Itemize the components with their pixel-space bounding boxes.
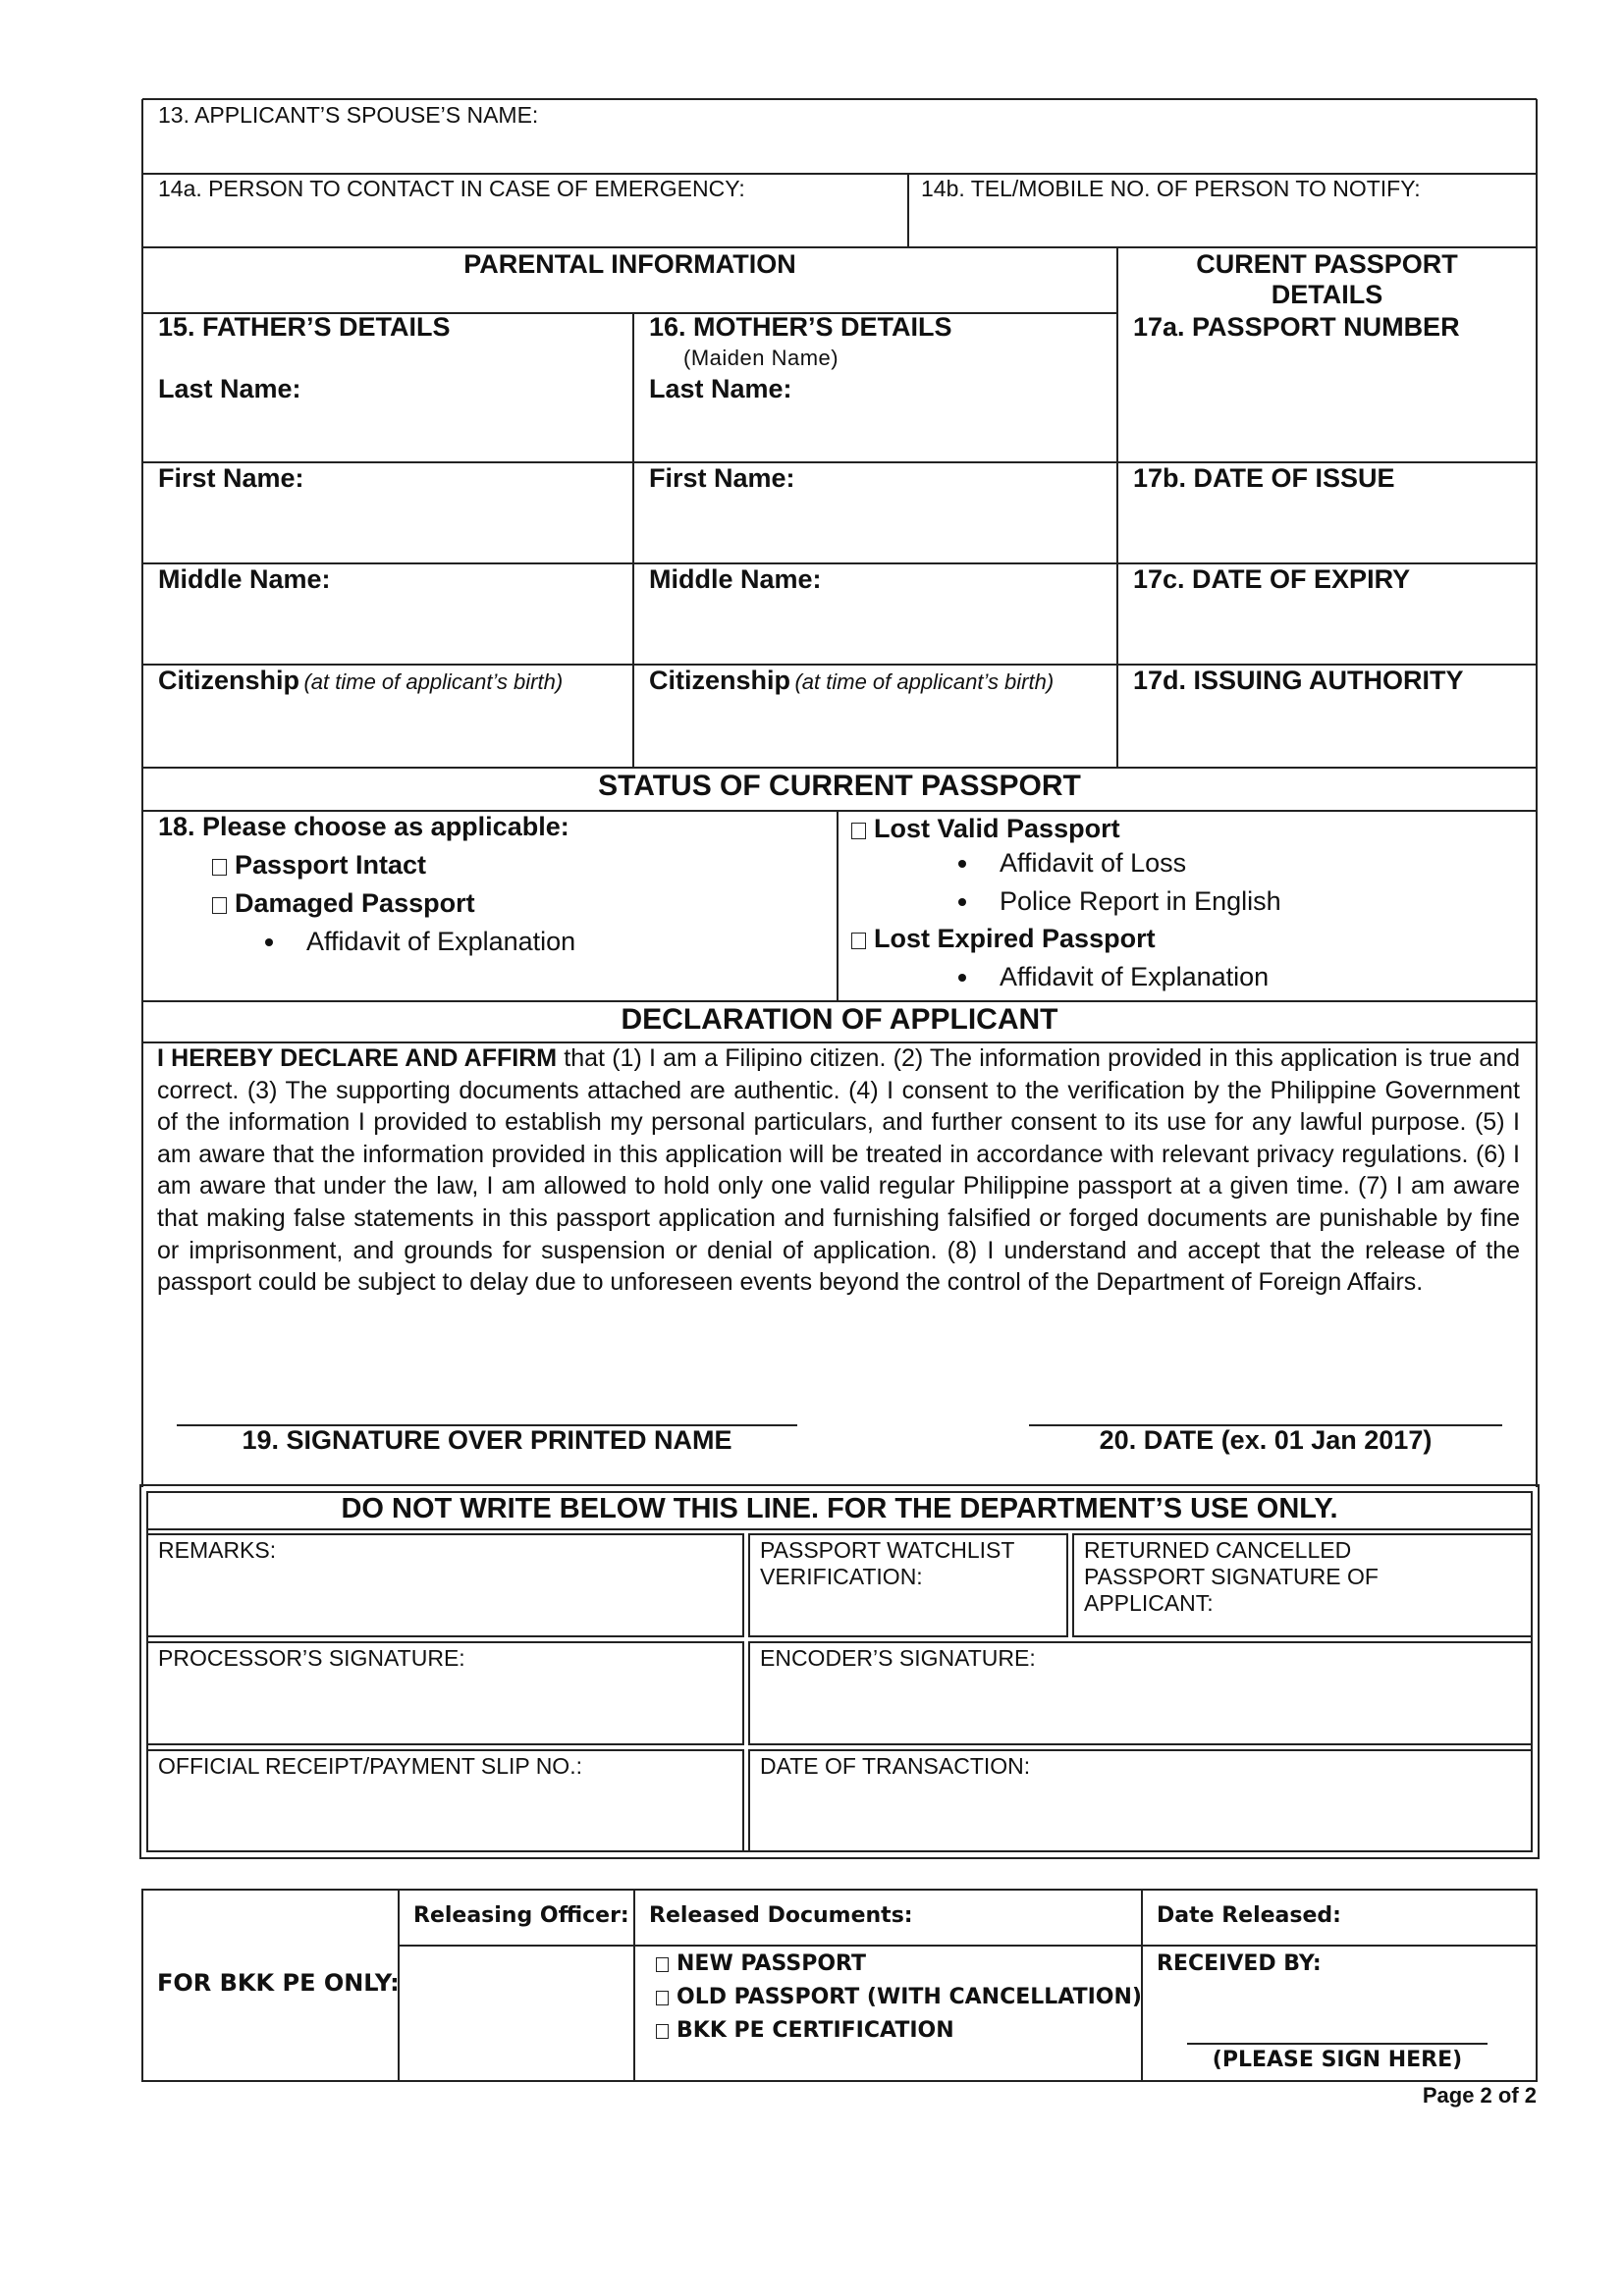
lost-expired-requirement: Affidavit of Explanation (958, 962, 1269, 992)
mother-middle-name-label: Middle Name: (649, 564, 822, 594)
option-lost-expired-passport[interactable]: Lost Expired Passport (851, 924, 1156, 954)
option-damaged-passport[interactable]: Damaged Passport (212, 888, 475, 919)
processor-signature-label: PROCESSOR’S SIGNATURE: (158, 1645, 465, 1671)
mother-details-heading: 16. MOTHER’S DETAILS (649, 312, 952, 342)
spouse-name-label: 13. APPLICANT’S SPOUSE’S NAME: (158, 102, 539, 128)
checkbox-bkk-certification[interactable] (656, 2024, 669, 2039)
father-last-name-label: Last Name: (158, 374, 301, 403)
declaration-heading: DECLARATION OF APPLICANT (621, 1003, 1058, 1036)
department-use-heading: DO NOT WRITE BELOW THIS LINE. FOR THE DEPARTMENT’S USE ONLY. (341, 1493, 1338, 1524)
checkbox-lost-expired-passport[interactable] (851, 933, 866, 949)
doc-old-passport[interactable]: OLD PASSPORT (WITH CANCELLATION) (656, 1985, 1142, 2009)
lost-valid-requirement-2: Police Report in English (958, 886, 1281, 917)
father-details-heading: 15. FATHER’S DETAILS (158, 312, 451, 342)
watchlist-label: PASSPORT WATCHLIST VERIFICATION: (760, 1537, 1015, 1589)
passport-number-label: 17a. PASSPORT NUMBER (1133, 312, 1460, 342)
passport-issue-date-label: 17b. DATE OF ISSUE (1133, 463, 1395, 493)
official-receipt-label: OFFICIAL RECEIPT/PAYMENT SLIP NO.: (158, 1753, 582, 1779)
page-number: Page 2 of 2 (1422, 2083, 1537, 2108)
transaction-date-label: DATE OF TRANSACTION: (760, 1753, 1031, 1779)
mother-last-name-label: Last Name: (649, 374, 792, 403)
father-first-name-label: First Name: (158, 463, 304, 493)
lost-valid-requirement-1: Affidavit of Loss (958, 848, 1186, 879)
status-prompt: 18. Please choose as applicable: (158, 812, 569, 841)
signature-label: 19. SIGNATURE OVER PRINTED NAME (242, 1425, 732, 1455)
bullet-icon (265, 938, 273, 946)
checkbox-lost-valid-passport[interactable] (851, 823, 866, 839)
bullet-icon (958, 974, 966, 982)
bullet-icon (958, 860, 966, 868)
father-middle-name-label: Middle Name: (158, 564, 331, 594)
bkk-only-label: FOR BKK PE ONLY: (157, 1969, 400, 1997)
released-documents-label: Released Documents: (649, 1903, 913, 1928)
checkbox-passport-intact[interactable] (212, 859, 227, 876)
father-citizenship-label: Citizenship (at time of applicant’s birth) (158, 666, 564, 695)
doc-new-passport[interactable]: NEW PASSPORT (656, 1951, 866, 1976)
checkbox-new-passport[interactable] (656, 1957, 669, 1972)
passport-status-heading: STATUS OF CURRENT PASSPORT (598, 770, 1081, 802)
emergency-tel-label: 14b. TEL/MOBILE NO. OF PERSON TO NOTIFY: (921, 176, 1421, 201)
passport-issuing-authority-label: 17d. ISSUING AUTHORITY (1133, 666, 1464, 695)
option-lost-valid-passport[interactable]: Lost Valid Passport (851, 814, 1120, 844)
encoder-signature-label: ENCODER’S SIGNATURE: (760, 1645, 1036, 1671)
emergency-contact-label: 14a. PERSON TO CONTACT IN CASE OF EMERGENCY: (158, 176, 745, 201)
passport-expiry-date-label: 17c. DATE OF EXPIRY (1133, 564, 1411, 594)
passport-details-heading: CURENT PASSPORT DETAILS (1196, 249, 1458, 309)
received-by-label: RECEIVED BY: (1157, 1951, 1322, 1976)
damaged-requirement-item: Affidavit of Explanation (265, 927, 575, 957)
please-sign-label: (PLEASE SIGN HERE) (1212, 2048, 1463, 2072)
returned-cancelled-label: RETURNED CANCELLED PASSPORT SIGNATURE OF APPLICANT: (1084, 1537, 1379, 1616)
option-passport-intact[interactable]: Passport Intact (212, 850, 426, 881)
mother-first-name-label: First Name: (649, 463, 795, 493)
declaration-text: I HEREBY DECLARE AND AFFIRM that (1) I am a Filipino citizen. (2) The information provided in this application is true and correct. (3) The supporting documents attached are authentic. (4) I consent to the verification by the Philippine Government of the information I provided to establish my personal particulars, and further consent to its use for any lawful purpose. (5) I am aware that the information provided in this application will be treated in accordance with relevant privacy regulations. (6) I am aware that under the law, I am allowed to hold only one valid regular Philippine passport at a given time. (7) I am aware that making false statements in this passport application and furnishing falsified or forged documents are punishable by fine or imprisonment, and grounds for suspension or denial of application. (8) I understand and accept that the release of the passport could be subject to delay due to unforeseen events beyond the control of the Department of Foreign Affairs. (157, 1044, 1521, 1297)
checkbox-old-passport[interactable] (656, 1991, 669, 2005)
date-released-label: Date Released: (1157, 1903, 1341, 1928)
bullet-icon (958, 898, 966, 906)
checkbox-damaged-passport[interactable] (212, 897, 227, 914)
mother-maiden-name-note: (Maiden Name) (683, 346, 839, 370)
remarks-label: REMARKS: (158, 1537, 277, 1563)
parental-info-heading: PARENTAL INFORMATION (463, 249, 796, 279)
releasing-officer-label: Releasing Officer: (413, 1903, 629, 1928)
date-label: 20. DATE (ex. 01 Jan 2017) (1099, 1425, 1433, 1455)
doc-bkk-certification[interactable]: BKK PE CERTIFICATION (656, 2018, 954, 2043)
mother-citizenship-label: Citizenship (at time of applicant’s birth) (649, 666, 1055, 695)
